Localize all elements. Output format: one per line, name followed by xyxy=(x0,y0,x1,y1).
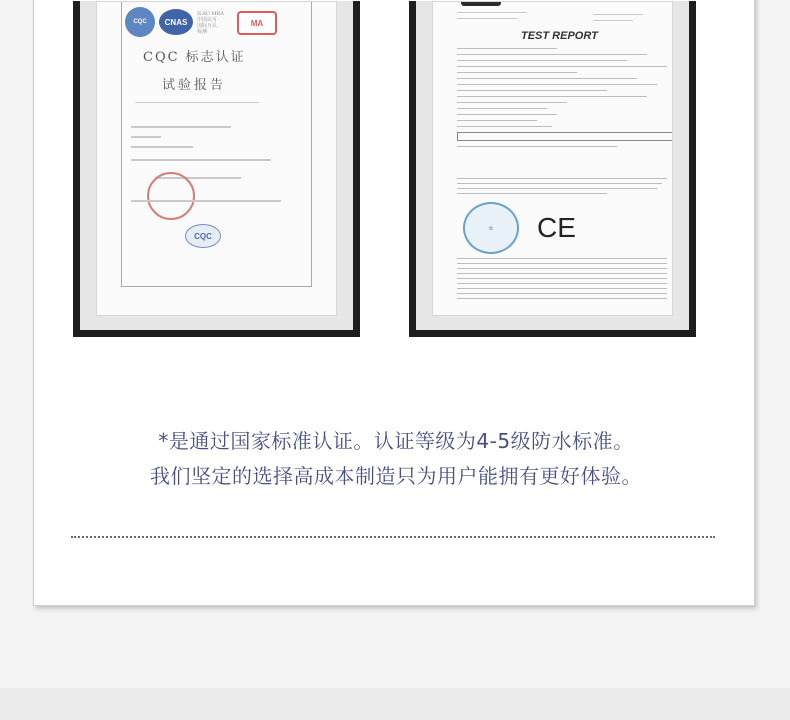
text-line xyxy=(457,178,667,179)
red-seal-stamp xyxy=(147,172,195,220)
dotted-divider xyxy=(71,536,715,538)
text-line xyxy=(457,84,657,85)
text-line xyxy=(457,48,557,49)
page-bottom-band xyxy=(0,688,790,720)
cqc-round-logo: CQC xyxy=(125,7,155,37)
text-line xyxy=(457,12,527,13)
text-line xyxy=(593,20,633,21)
text-line xyxy=(457,72,577,73)
cqc-bottom-logo: CQC xyxy=(185,224,221,248)
document-border xyxy=(121,2,312,287)
content-card xyxy=(33,0,755,606)
certificate-subtitle: 试验报告 xyxy=(162,78,227,93)
text-line xyxy=(457,18,517,19)
text-line xyxy=(457,120,537,121)
text-line xyxy=(457,288,667,289)
text-line xyxy=(457,108,547,109)
text-line xyxy=(457,193,607,194)
cma-logo: MA xyxy=(237,11,277,35)
certification-seal-icon: ☆ xyxy=(463,202,519,254)
certificate-mat xyxy=(80,1,353,330)
cqc-test-report-document[interactable] xyxy=(96,1,337,316)
ce-test-report-document[interactable] xyxy=(432,1,673,316)
text-line xyxy=(457,183,662,184)
text-line xyxy=(135,102,259,103)
text-line xyxy=(457,146,617,147)
certificate-title: CQC 标志认证 xyxy=(143,50,246,65)
caption-line-1: *是通过国家标准认证。认证等级为4-5级防水标准。 xyxy=(158,429,634,453)
text-line xyxy=(593,14,643,15)
text-line xyxy=(457,126,552,127)
text-line xyxy=(457,54,647,55)
caption-line-2: 我们坚定的选择高成本制造只为用户能拥有更好体验。 xyxy=(150,464,642,488)
text-line xyxy=(131,159,271,161)
text-line xyxy=(457,268,667,269)
result-table xyxy=(457,132,673,141)
text-line xyxy=(457,60,627,61)
text-line xyxy=(457,114,557,115)
text-line xyxy=(457,273,667,274)
certificate-mat xyxy=(416,1,689,330)
text-line xyxy=(457,263,667,264)
ce-mark: CE xyxy=(537,212,576,243)
text-line xyxy=(131,146,193,148)
certificate-frame-right xyxy=(409,1,696,337)
cnas-logo: CNAS xyxy=(159,9,193,35)
text-line xyxy=(457,258,667,259)
text-line xyxy=(457,96,647,97)
text-line xyxy=(457,66,667,67)
text-line xyxy=(457,102,567,103)
text-line xyxy=(457,78,637,79)
test-report-header: TEST REPORT xyxy=(521,30,598,42)
text-line xyxy=(131,200,281,202)
text-line xyxy=(457,283,667,284)
sgs-logo xyxy=(461,1,501,6)
text-line xyxy=(457,90,607,91)
text-line xyxy=(131,136,161,138)
ilac-mark: ILAC-MRA 中国认可 国际互认 检测 xyxy=(197,11,224,35)
text-line xyxy=(457,278,667,279)
certificate-frame-left xyxy=(73,1,360,337)
text-line xyxy=(131,126,231,128)
text-line xyxy=(457,298,667,299)
text-line xyxy=(457,293,667,294)
text-line xyxy=(457,188,657,189)
